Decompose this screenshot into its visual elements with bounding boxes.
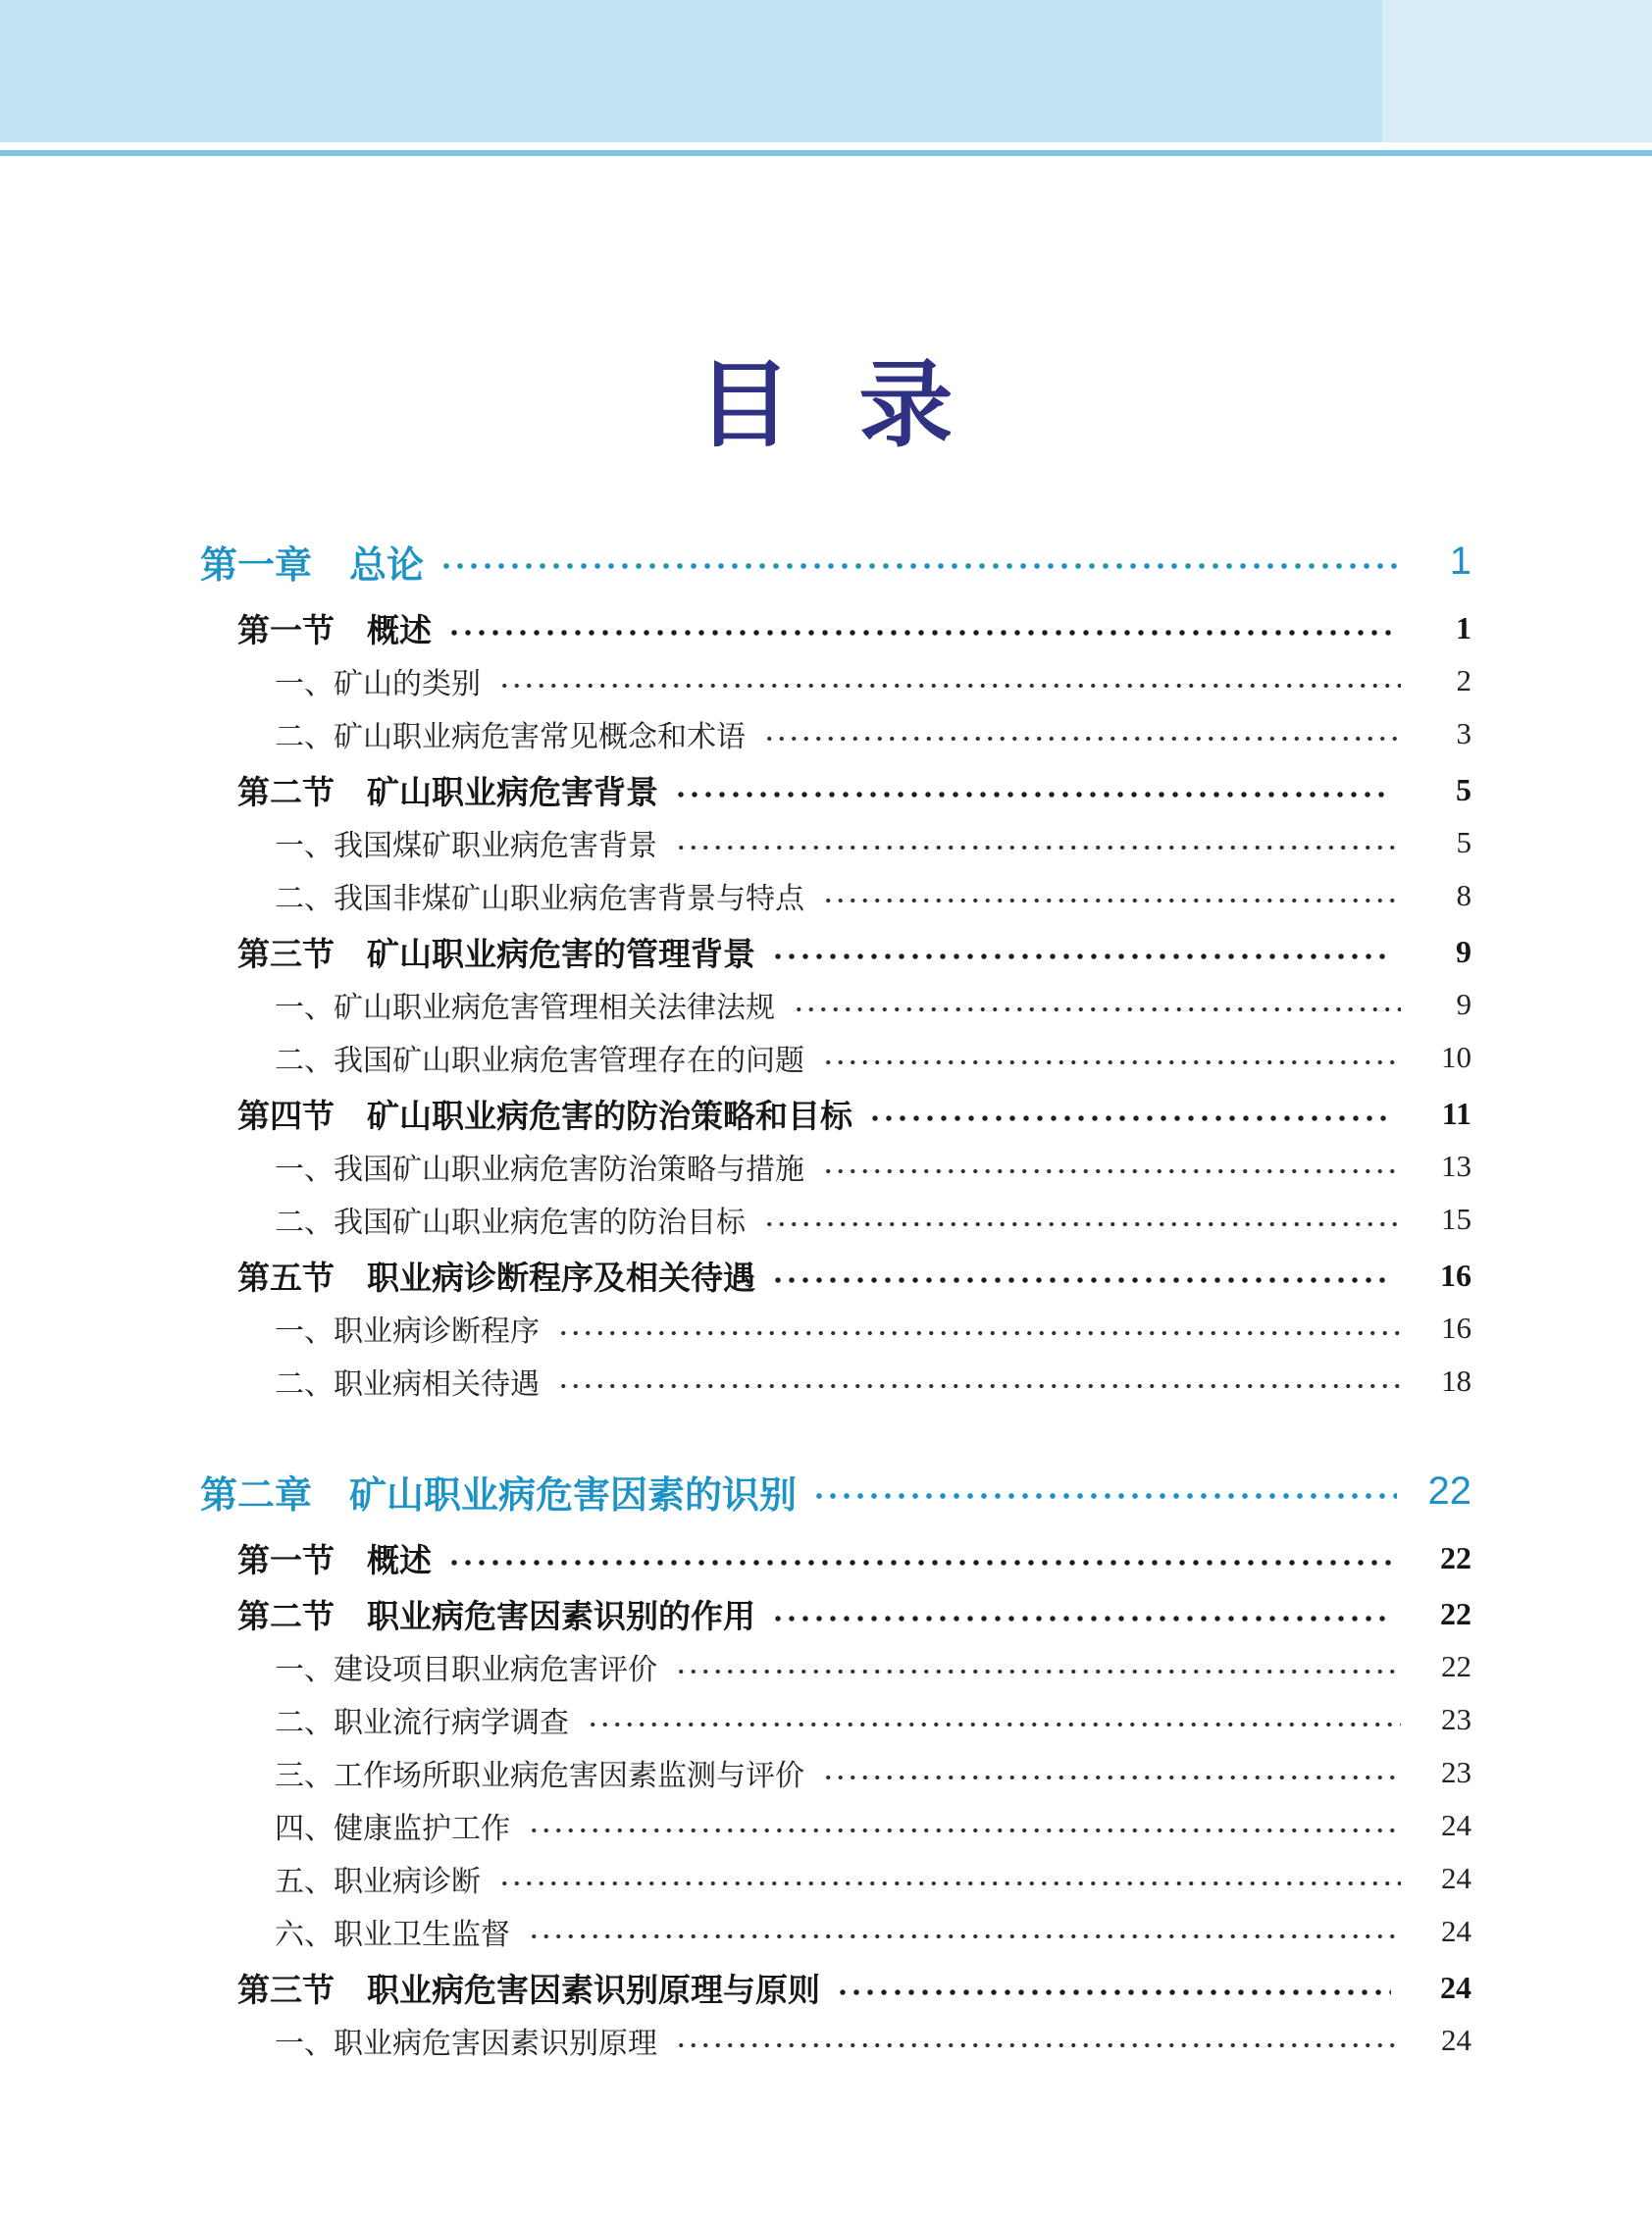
dot-leader: [868, 1114, 1391, 1122]
entry-page-number: 18: [1441, 1364, 1471, 1398]
entry-title: 第一节 概述: [237, 611, 432, 648]
entry-page-number: 5: [1456, 825, 1471, 859]
dot-leader: [557, 1329, 1401, 1337]
toc-entry-section: [200, 1249, 1471, 1302]
entry-title: 第五节 职业病诊断程序及相关待遇: [237, 1259, 755, 1296]
dot-leader: [498, 1880, 1401, 1887]
toc-entry-item: [200, 1302, 1471, 1355]
entry-page-number: 3: [1456, 716, 1471, 750]
entry-page-number: 22: [1427, 1468, 1471, 1513]
toc-entry-item: [200, 816, 1471, 869]
toc-entry-section: [200, 1961, 1471, 2014]
dot-leader: [587, 1721, 1401, 1728]
dot-leader: [447, 629, 1391, 637]
dot-leader: [528, 1932, 1401, 1940]
toc-entry-item: [200, 654, 1471, 707]
entry-title: 一、我国矿山职业病危害防治策略与措施: [275, 1154, 804, 1186]
entry-page-number: 24: [1440, 1969, 1471, 2005]
toc-entry-item: [200, 1640, 1471, 1693]
entry-page-number: 24: [1441, 1861, 1471, 1895]
entry-title: 四、健康监护工作: [275, 1813, 510, 1845]
dot-leader: [836, 1988, 1391, 1996]
entry-title: 二、矿山职业病危害常见概念和术语: [275, 721, 746, 753]
dot-leader: [675, 1668, 1401, 1675]
header-band: [0, 0, 1652, 142]
toc-entry-item: [200, 2014, 1471, 2067]
dot-leader: [557, 1382, 1401, 1390]
entry-title: 第三节 职业病危害因素识别原理与原则: [237, 1971, 820, 2008]
entry-title: 二、我国矿山职业病危害管理存在的问题: [275, 1045, 804, 1077]
toc-entry-item: [200, 1693, 1471, 1746]
entry-title: 一、职业病诊断程序: [275, 1315, 540, 1348]
entry-title: 一、职业病危害因素识别原理: [275, 2028, 657, 2060]
toc-entry-item: [200, 1799, 1471, 1852]
toc-entry-item: [200, 1852, 1471, 1905]
entry-page-number: 24: [1441, 1808, 1471, 1842]
entry-title: 第四节 矿山职业病危害的防治策略和目标: [237, 1097, 852, 1134]
dot-leader: [675, 844, 1401, 851]
entry-page-number: 13: [1441, 1149, 1471, 1183]
entry-page-number: 10: [1441, 1040, 1471, 1074]
entry-page-number: 23: [1441, 1702, 1471, 1736]
toc-entry-item: [200, 1746, 1471, 1799]
entry-page-number: 24: [1441, 2023, 1471, 2057]
entry-title: 一、我国煤矿职业病危害背景: [275, 830, 657, 862]
entry-page-number: 9: [1456, 933, 1471, 969]
dot-leader: [822, 897, 1401, 904]
entry-page-number: 8: [1456, 878, 1471, 912]
entry-page-number: 9: [1456, 987, 1471, 1021]
entry-title: 二、职业病相关待遇: [275, 1368, 540, 1401]
header-band-gap: [0, 142, 1652, 150]
toc-entry-section: [200, 1531, 1471, 1584]
entry-page-number: 22: [1440, 1539, 1471, 1575]
entry-title: 一、建设项目职业病危害评价: [275, 1654, 657, 1686]
dot-leader: [528, 1827, 1401, 1834]
dot-leader: [771, 953, 1391, 960]
header-rule: [0, 150, 1652, 156]
dot-leader: [793, 1005, 1401, 1013]
header-band-main: [0, 0, 1382, 142]
entry-title: 五、职业病诊断: [275, 1866, 481, 1898]
dot-leader: [822, 1167, 1401, 1175]
toc-entry-section: [200, 925, 1471, 978]
dot-leader: [822, 1774, 1401, 1781]
entry-page-number: 22: [1441, 1649, 1471, 1683]
dot-leader: [439, 562, 1397, 570]
toc-entry-item: [200, 1905, 1471, 1958]
dot-leader: [447, 1559, 1391, 1567]
entry-title: 第三节 矿山职业病危害的管理背景: [237, 935, 755, 972]
toc-entry-item: [200, 869, 1471, 922]
entry-title: 二、我国非煤矿山职业病危害背景与特点: [275, 883, 804, 915]
dot-leader: [674, 791, 1391, 798]
entry-page-number: 11: [1441, 1095, 1471, 1131]
toc-entry-item: [200, 1140, 1471, 1193]
entry-page-number: 1: [1456, 609, 1471, 645]
entry-title: 三、工作场所职业病危害因素监测与评价: [275, 1760, 804, 1792]
entry-page-number: 2: [1456, 663, 1471, 697]
entry-title: 二、我国矿山职业病危害的防治目标: [275, 1207, 746, 1239]
entry-page-number: 1: [1449, 539, 1471, 583]
header-band-light: [1382, 0, 1652, 142]
page-title: 目 录: [697, 353, 955, 458]
dot-leader: [498, 682, 1401, 690]
entry-page-number: 16: [1441, 1311, 1471, 1345]
toc-entry-item: [200, 1355, 1471, 1408]
toc-entry-item: [200, 707, 1471, 760]
dot-leader: [771, 1276, 1391, 1284]
toc-entry-section: [200, 1087, 1471, 1140]
entry-title: 第二节 矿山职业病危害背景: [237, 773, 658, 810]
dot-leader: [763, 735, 1401, 743]
toc-entry-section: [200, 601, 1471, 654]
entry-title: 二、职业流行病学调查: [275, 1707, 569, 1739]
toc-entry-section: [200, 1587, 1471, 1640]
entry-page-number: 5: [1456, 771, 1471, 807]
toc-list: [200, 535, 1471, 2067]
dot-leader: [771, 1615, 1391, 1623]
dot-leader: [763, 1220, 1401, 1228]
entry-title: 第一节 概述: [237, 1541, 432, 1578]
entry-page-number: 22: [1440, 1595, 1471, 1631]
entry-page-number: 16: [1440, 1257, 1471, 1293]
dot-leader: [675, 2041, 1401, 2049]
entry-page-number: 23: [1441, 1755, 1471, 1789]
entry-page-number: 15: [1441, 1202, 1471, 1236]
entry-title: 六、职业卫生监督: [275, 1919, 510, 1951]
toc-entry-section: [200, 763, 1471, 816]
toc-entry-chapter: [200, 1465, 1471, 1518]
toc-entry-chapter: [200, 535, 1471, 588]
toc-entry-item: [200, 1193, 1471, 1246]
entry-title: 一、矿山的类别: [275, 668, 481, 700]
entry-title: 第二节 职业病危害因素识别的作用: [237, 1597, 755, 1634]
entry-title: 一、矿山职业病危害管理相关法律法规: [275, 992, 775, 1024]
dot-leader: [822, 1058, 1401, 1066]
entry-title: 第二章 矿山职业病危害因素的识别: [200, 1474, 798, 1517]
dot-leader: [812, 1492, 1397, 1500]
toc-entry-item: [200, 978, 1471, 1031]
toc-entry-item: [200, 1031, 1471, 1084]
entry-page-number: 24: [1441, 1914, 1471, 1948]
entry-title: 第一章 总论: [200, 544, 425, 587]
